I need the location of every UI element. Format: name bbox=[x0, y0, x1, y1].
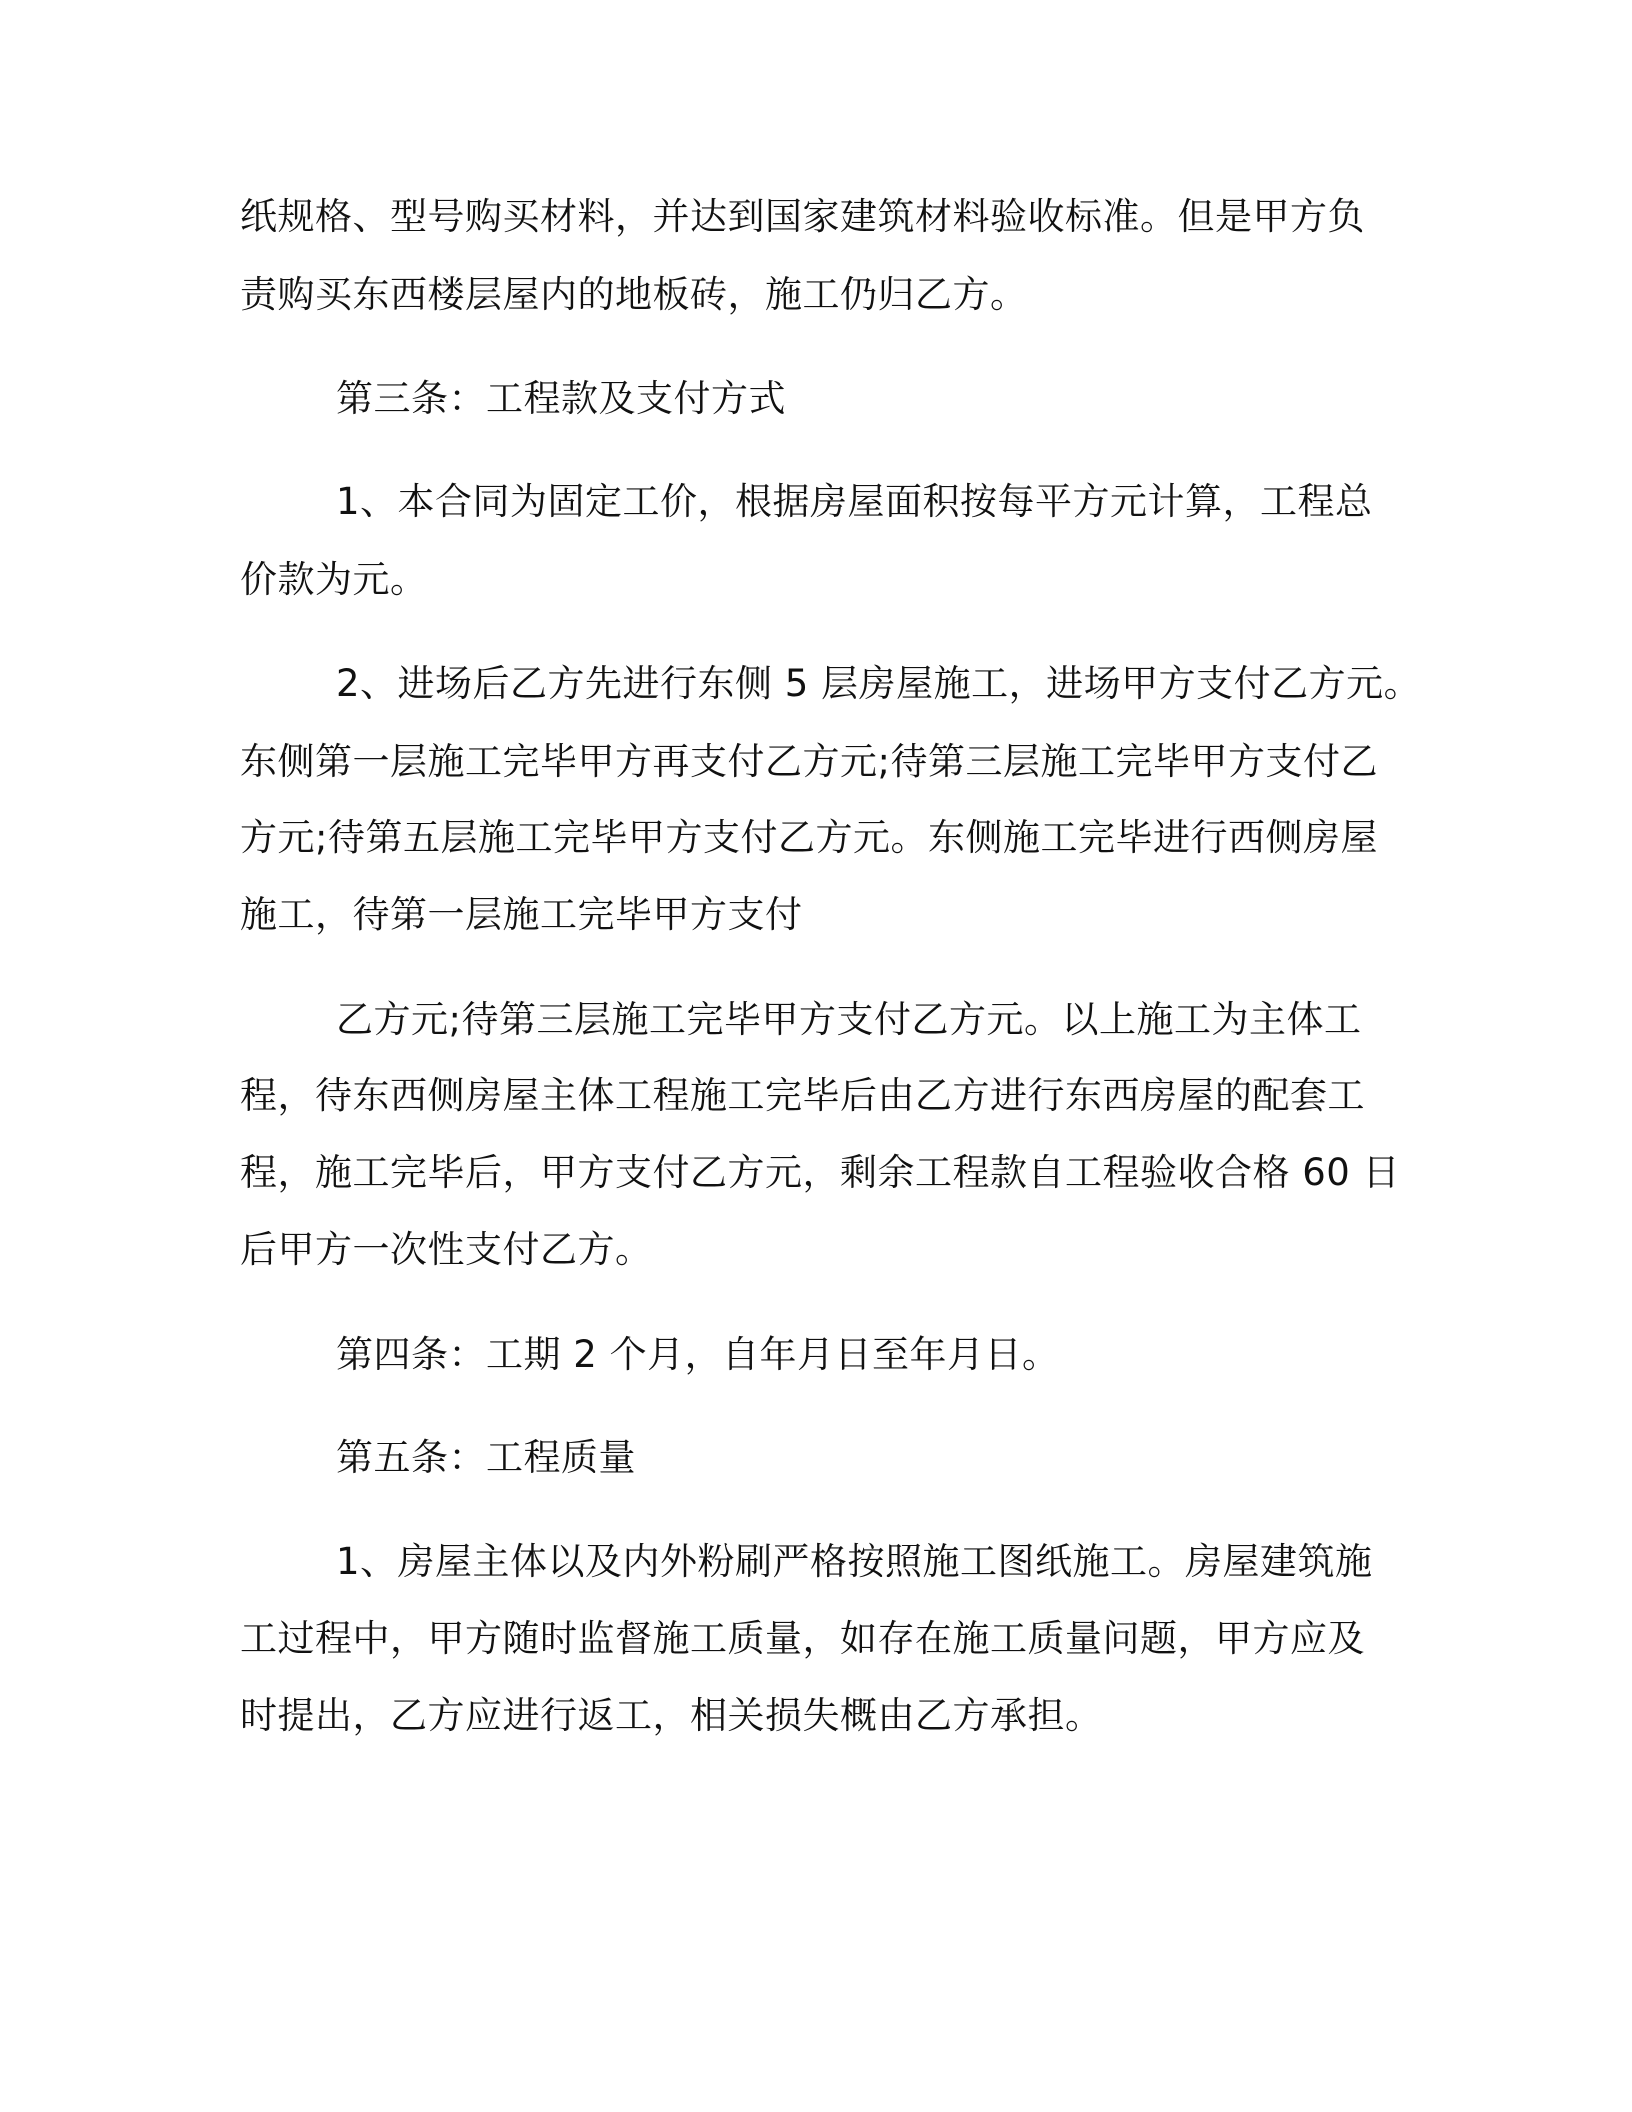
text-line: 价款为元。 bbox=[240, 558, 428, 601]
text-line: 工过程中，甲方随时监督施工质量，如存在施工质量问题，甲方应及 bbox=[240, 1617, 1365, 1660]
text-line: 2、进场后乙方先进行东侧 5 层房屋施工，进场甲方支付乙方元。 bbox=[336, 662, 1422, 705]
text-line: 东侧第一层施工完毕甲方再支付乙方元;待第三层施工完毕甲方支付乙 bbox=[240, 740, 1378, 783]
text-line: 责购买东西楼层屋内的地板砖，施工仍归乙方。 bbox=[240, 273, 1028, 316]
text-line: 后甲方一次性支付乙方。 bbox=[240, 1228, 653, 1271]
text-line: 乙方元;待第三层施工完毕甲方支付乙方元。以上施工为主体工 bbox=[336, 998, 1362, 1041]
text-line: 程，待东西侧房屋主体工程施工完毕后由乙方进行东西房屋的配套工 bbox=[240, 1074, 1365, 1117]
text-line: 1、房屋主体以及内外粉刷严格按照施工图纸施工。房屋建筑施 bbox=[336, 1540, 1373, 1583]
section-heading: 第四条：工期 2 个月，自年月日至年月日。 bbox=[336, 1333, 1060, 1376]
section-heading: 第三条：工程款及支付方式 bbox=[336, 377, 786, 420]
text-line: 时提出，乙方应进行返工，相关损失概由乙方承担。 bbox=[240, 1694, 1103, 1737]
text-line: 方元;待第五层施工完毕甲方支付乙方元。东侧施工完毕进行西侧房屋 bbox=[240, 816, 1378, 859]
section-heading: 第五条：工程质量 bbox=[336, 1436, 636, 1479]
text-line: 纸规格、型号购买材料，并达到国家建筑材料验收标准。但是甲方负 bbox=[240, 195, 1365, 238]
text-line: 程，施工完毕后，甲方支付乙方元，剩余工程款自工程验收合格 60 日 bbox=[240, 1151, 1401, 1194]
text-line: 施工，待第一层施工完毕甲方支付 bbox=[240, 893, 803, 936]
text-line: 1、本合同为固定工价，根据房屋面积按每平方元计算，工程总 bbox=[336, 480, 1373, 523]
